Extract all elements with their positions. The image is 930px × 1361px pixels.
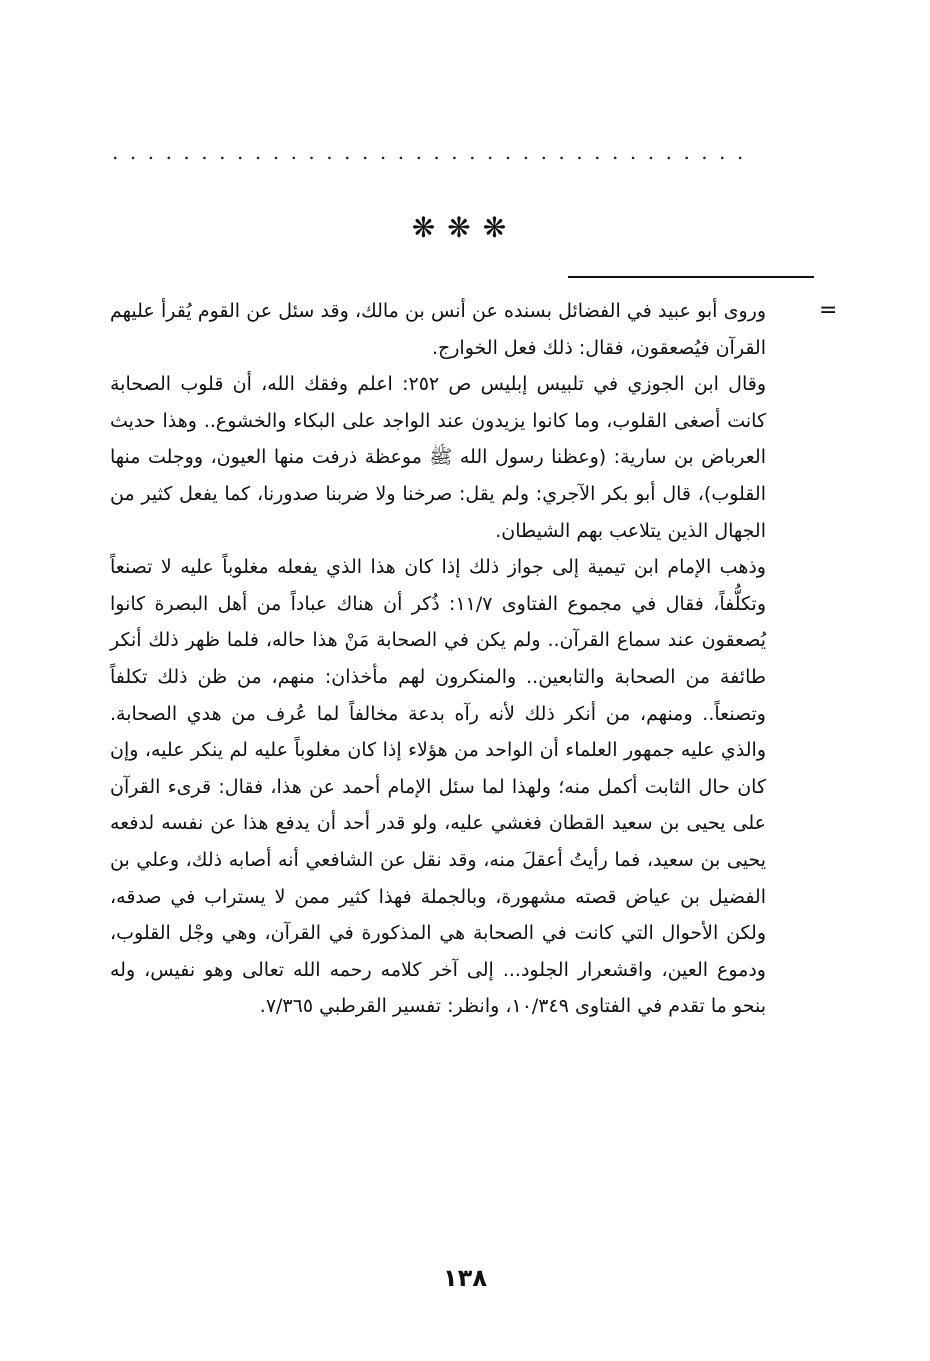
footnote-paragraph: وذهب الإمام ابن تيمية إلى جواز ذلك إذا كان هذا الذي يفعله مغلوباً عليه لا تصنعاً وتكلُّفاً، فقال في مجموع الفتاوى ١١/٧: ذُكر أن هناك عباداً من أهل البصرة كانوا يُصعقون عند سماع القرآن.. ولم يكن في الصحابة مَنْ هذا حاله، فلما ظهر ذلك أنكر طائفة من الصحابة والتابعين.. والمنكرون لهم مأخذان: منهم، من ظن ذلك تكلفاً وتصنعاً.. ومنهم، من أنكر ذلك لأنه رآه بدعة مخالفاً لما عُرف من هدي الصحابة. والذي عليه جمهور العلماء أن الواحد من هؤلاء إذا كان مغلوباً عليه لم ينكر عليه، وإن كان حال الثابت أكمل منه؛ ولهذا لما سئل الإمام أحمد عن هذا، فقال: قرىء القرآن على يحيى بن سعيد القطان فغشي عليه، ولو قدر أحد أن يدفع هذا عن نفسه لدفعه يحيى بن سعيد، فما رأيتُ أعقلَ منه، وقد نقل عن الشافعي أنه أصابه ذلك، وعلي بن الفضيل بن عياض قصته مشهورة، وبالجملة فهذا كثير ممن لا يستراب في صدقه، ولكن الأحوال التي كانت في الصحابة هي المذكورة في القرآن، وهي وجْل القلوب، ودموع العين، واقشعرار الجلود... إلى آخر كلامه رحمه الله تعالى وهو نفيس، وله بنحو ما تقدم في الفتاوى ١٠/٣٤٩، وانظر: تفسير القرطبي ٧/٣٦٥. [110,556,766,1018]
dotted-separator: .................................... [112,142,755,162]
section-ornament: ❋❋❋ [411,211,519,244]
page-number: ١٣٨ [443,1264,487,1292]
footnote-rule [568,276,814,278]
footnote-paragraph: وروى أبو عبيد في الفضائل بسنده عن أنس بن مالك، وقد سئل عن القوم يُقرأ عليهم القرآن فيُصعقون، فقال: ذلك فعل الخوارج. [110,300,766,359]
footnotes-block [110,293,766,1025]
footnote-paragraph: وقال ابن الجوزي في تلبيس إبليس ص ٢٥٢: اعلم وفقك الله، أن قلوب الصحابة كانت أصغى القلوب، وما كانوا يزيدون عند الواجد على البكاء والخشوع.. وهذا حديث العرباض بن سارية: (وعظنا رسول الله ﷺ موعظة ذرفت منها العيون، ووجلت منها القلوب)، قال أبو بكر الآجري: ولم يقل: صرخنا ولا ضربنا صدورنا، كما يفعل كثير من الجهال الذين يتلاعب بهم الشيطان. [110,373,766,542]
footnote-continuation-mark: = [819,298,838,323]
